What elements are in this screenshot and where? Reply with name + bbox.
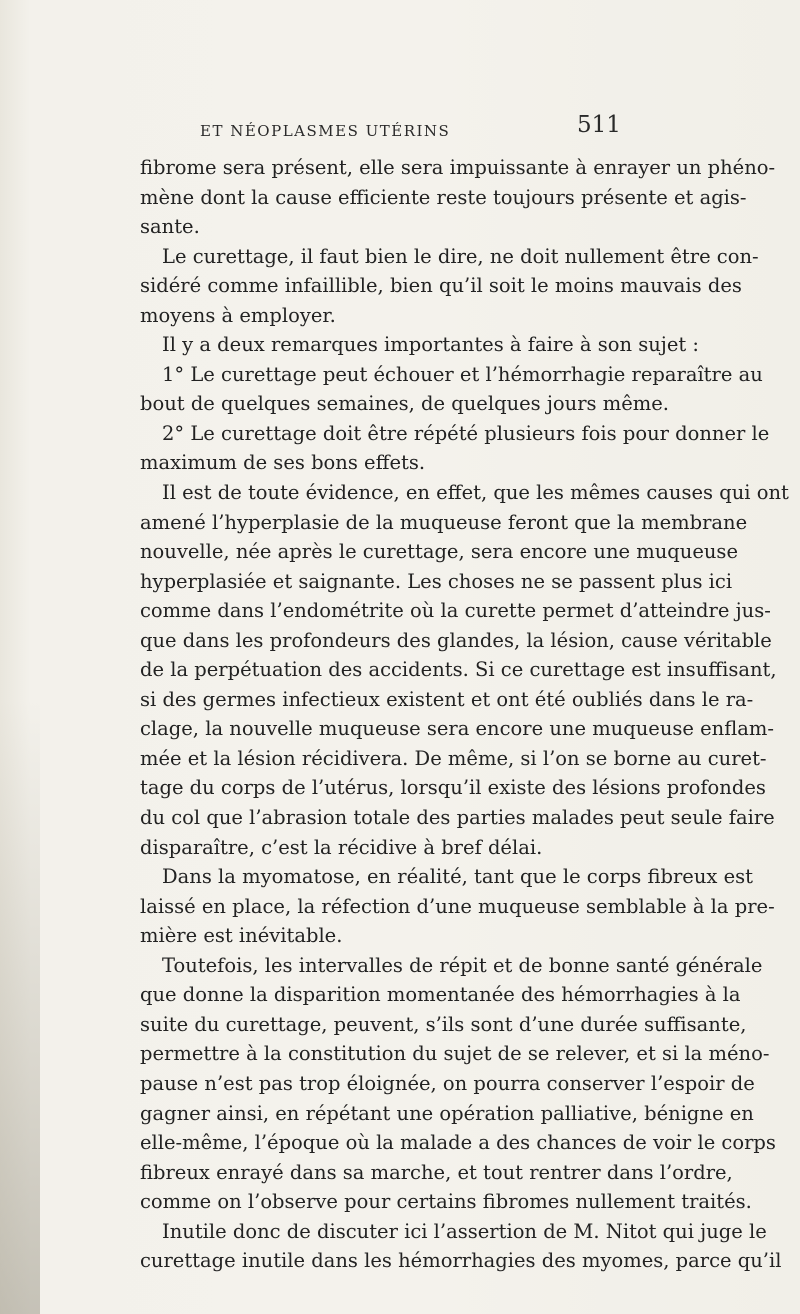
text-line: mène dont la cause efficiente reste toujours présente et agis-: [140, 185, 747, 209]
text-line: du col que l’abrasion totale des parties malades peut seule faire: [140, 806, 775, 830]
text-line: bout de quelques semaines, de quelques jours même.: [140, 392, 670, 416]
text-line: fibrome sera présent, elle sera impuissante à enrayer un phéno-: [140, 156, 776, 179]
text-line: 2° Le curettage doit être répété plusieurs fois pour donner le: [162, 421, 770, 445]
text-line: comme dans l’endométrite où la curette permet d’atteindre jus-: [140, 599, 771, 623]
text-line: suite du curettage, peuvent, s’ils sont d’une durée suffisante,: [140, 1012, 747, 1036]
text-line: mée et la lésion récidivera. De même, si l’on se borne au curet-: [140, 746, 767, 770]
text-line: sante.: [140, 215, 200, 239]
text-line: curettage inutile dans les hémorrhagies des myomes, parce qu’il: [140, 1249, 782, 1273]
text-line: si des germes infectieux existent et ont été oubliés dans le ra-: [140, 687, 754, 711]
body-text: [140, 153, 789, 1276]
text-line: moyens à employer.: [140, 303, 336, 327]
text-line: clage, la nouvelle muqueuse sera encore une muqueuse enflam-: [140, 717, 774, 741]
text-line: Dans la myomatose, en réalité, tant que le corps fibreux est: [162, 865, 753, 889]
text-line: permettre à la constitution du sujet de se relever, et si la méno-: [140, 1042, 770, 1066]
text-line: Il y a deux remarques importantes à faire à son sujet :: [162, 333, 699, 357]
text-line: de la perpétuation des accidents. Si ce curettage est insuffisant,: [140, 658, 777, 682]
text-line: pause n’est pas trop éloignée, on pourra conserver l’espoir de: [140, 1071, 755, 1095]
text-line: que dans les profondeurs des glandes, la lésion, cause véritable: [140, 628, 772, 652]
text-line: elle-même, l’époque où la malade a des chances de voir le corps: [140, 1131, 776, 1155]
text-line: nouvelle, née après le curettage, sera encore une muqueuse: [140, 540, 738, 564]
text-line: fibreux enrayé dans sa marche, et tout rentrer dans l’ordre,: [140, 1160, 733, 1184]
text-line: que donne la disparition momentanée des hémorrhagies à la: [140, 983, 741, 1007]
text-line: tage du corps de l’utérus, lorsqu’il existe des lésions profondes: [140, 776, 766, 800]
text-line: Le curettage, il faut bien le dire, ne doit nullement être con-: [162, 244, 759, 268]
text-line: Toutefois, les intervalles de répit et de bonne santé générale: [162, 953, 763, 977]
text-line: amené l’hyperplasie de la muqueuse feront que la membrane: [140, 510, 748, 534]
text-line: laissé en place, la réfection d’une muqueuse semblable à la pre-: [140, 894, 775, 918]
running-title: ET NÉOPLASMES UTÉRINS: [200, 122, 451, 140]
page-number: 511: [577, 112, 621, 138]
text-line: gagner ainsi, en répétant une opération palliative, bénigne en: [140, 1101, 754, 1125]
text-line: 1° Le curettage peut échouer et l’hémorrhagie reparaître au: [162, 362, 763, 386]
text-line: disparaître, c’est la récidive à bref délai.: [140, 835, 543, 859]
text-line: maximum de ses bons effets.: [140, 451, 426, 475]
text-line: hyperplasiée et saignante. Les choses ne se passent plus ici: [140, 569, 733, 593]
page-header: [140, 108, 640, 148]
text-line: Inutile donc de discuter ici l’assertion de M. Nitot qui juge le: [162, 1219, 767, 1243]
page-edge-shadow: [0, 700, 40, 1314]
text-line: sidéré comme infaillible, bien qu’il soit le moins mauvais des: [140, 274, 742, 298]
text-line: comme on l’observe pour certains fibromes nullement traités.: [140, 1190, 752, 1214]
text-line: Il est de toute évidence, en effet, que les mêmes causes qui ont: [162, 481, 789, 505]
text-line: mière est inévitable.: [140, 924, 343, 948]
